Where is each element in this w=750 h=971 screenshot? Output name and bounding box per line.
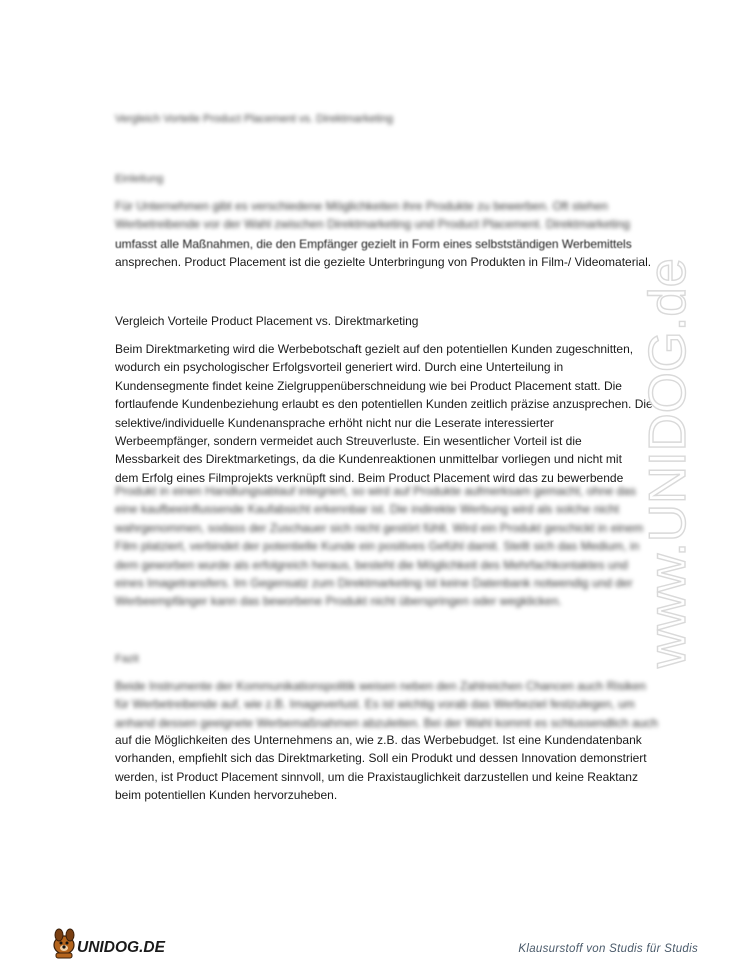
text-line: umfasst alle Maßnahmen, die den Empfänger gezielt in Form eines selbstständigen Werbemittels xyxy=(115,237,632,251)
text-line: Produkt in einen Handlungsablauf integriert, so wird auf Produkte aufmerksam gemacht, ohne das xyxy=(115,484,636,498)
text-line: wodurch ein psychologischer Erfolgsvorteil generiert wird. Durch eine Unterteilung in xyxy=(115,360,564,375)
text-line: Kundensegmente findet keine Zielgruppenüberschneidung wie bei Product Placement statt. Die xyxy=(115,378,622,393)
text-line: selektive/individuelle Kundenansprache erhöht nicht nur die Leserate interessierter xyxy=(115,415,554,430)
text-line: beim potentiellen Kunden hervorzuheben. xyxy=(115,788,338,803)
text-line: dem geworben wurde als erfolgreich heraus, besteht die Möglichkeit des Mehrfachkontaktes und xyxy=(115,557,628,572)
logo-text: UNIDOG.DE xyxy=(77,939,167,956)
text-line: Messbarkeit des Direktmarketings, da die Kundenreaktionen unmittelbar vorliegen und nicht mit xyxy=(115,452,622,467)
document-title: Vergleich Vorteile Product Placement vs. Direktmarketing xyxy=(115,113,394,125)
text-line: anhand dessen geeignete Werbemaßnahmen abzuleiten. Bei der Wahl kommt es schlussendlich auch xyxy=(115,715,658,730)
comparison-paragraph xyxy=(115,340,653,487)
unidog-logo xyxy=(50,925,180,961)
text-line: Werbetreibende vor der Wahl zwischen Direktmarketing und Product Placement. Direktmarketing xyxy=(115,217,630,232)
text-line: wahrgenommen, sodass der Zuschauer sich nicht gestört fühlt. Wird ein Produkt geschickt in einem xyxy=(115,520,644,535)
intro-heading: Einleitung xyxy=(115,173,164,185)
comparison-blurred-paragraph xyxy=(115,482,644,611)
watermark-svg xyxy=(605,250,715,680)
text-line: Werbeempfänger kann das beworbene Produkt nicht überspringen oder wegklicken. xyxy=(115,594,562,609)
text-line: auf die Möglichkeiten des Unternehmens an, wie z.B. das Werbebudget. Ist eine Kundendatenbank xyxy=(115,733,642,747)
watermark-text: www.UNIDOG.de xyxy=(639,263,697,668)
watermark xyxy=(605,250,715,680)
text-line: fortlaufende Kundenbeziehung erlaubt es den potentiellen Kunden zeitlich präzise anzusprechen. Die xyxy=(115,397,653,412)
text-line: Beide Instrumente der Kommunikationspolitik weisen neben den Zahlreichen Chancen auch Risiken xyxy=(115,679,646,693)
text-line: eines Imagetransfers. Im Gegensatz zum Direktmarketing ist keine Datenbank notwendig und der xyxy=(115,576,633,591)
text-line: Film platziert, verbindet der potentielle Kunde ein positives Gefühl damit. Stellt sich das Medium, in xyxy=(115,539,640,554)
text-line: eine kaufbeeinflussende Kaufabsicht erkennbar ist. Die indirekte Werbung wird als solche nicht xyxy=(115,502,620,517)
text-line: für Werbetreibende auf, wie z.B. Imageverlust. Es ist wichtig vorab das Werbeziel festzulegen, um xyxy=(115,697,635,712)
conclusion-paragraph xyxy=(115,731,650,805)
text-line: Werbeempfänger, sondern vermeidet auch Streuverluste. Ein wesentlicher Vorteil ist die xyxy=(115,434,582,449)
dog-mascot-icon xyxy=(50,925,180,961)
intro-blurred-paragraph xyxy=(115,197,640,234)
comparison-heading: Vergleich Vorteile Product Placement vs. Direktmarketing xyxy=(115,314,419,328)
text-line: werden, ist Product Placement sinnvoll, um die Praxistauglichkeit darzustellen und keine Reaktanz xyxy=(115,769,638,784)
text-line: Für Unternehmen gibt es verschiedene Möglichkeiten ihre Produkte zu bewerben. Oft stehen xyxy=(115,199,608,213)
text-line: dem Erfolg eines Filmprojekts verknüpft sind. Beim Product Placement wird das zu bewerbende xyxy=(115,470,624,485)
intro-paragraph xyxy=(115,235,655,272)
text-line: Beim Direktmarketing wird die Werbebotschaft gezielt auf den potentiellen Kunden zugeschnitten, xyxy=(115,342,634,356)
footer-tagline: Klausurstoff von Studis für Studis xyxy=(518,943,698,955)
conclusion-blurred-paragraph xyxy=(115,677,658,732)
text-line: ansprechen. Product Placement ist die gezielte Unterbringung von Produkten in Film-/ Videomaterial. xyxy=(115,255,652,270)
conclusion-heading: Fazit xyxy=(115,653,139,665)
text-line: vorhanden, empfiehlt sich das Direktmarketing. Soll ein Produkt und dessen Innovation demonstriert xyxy=(115,751,647,766)
